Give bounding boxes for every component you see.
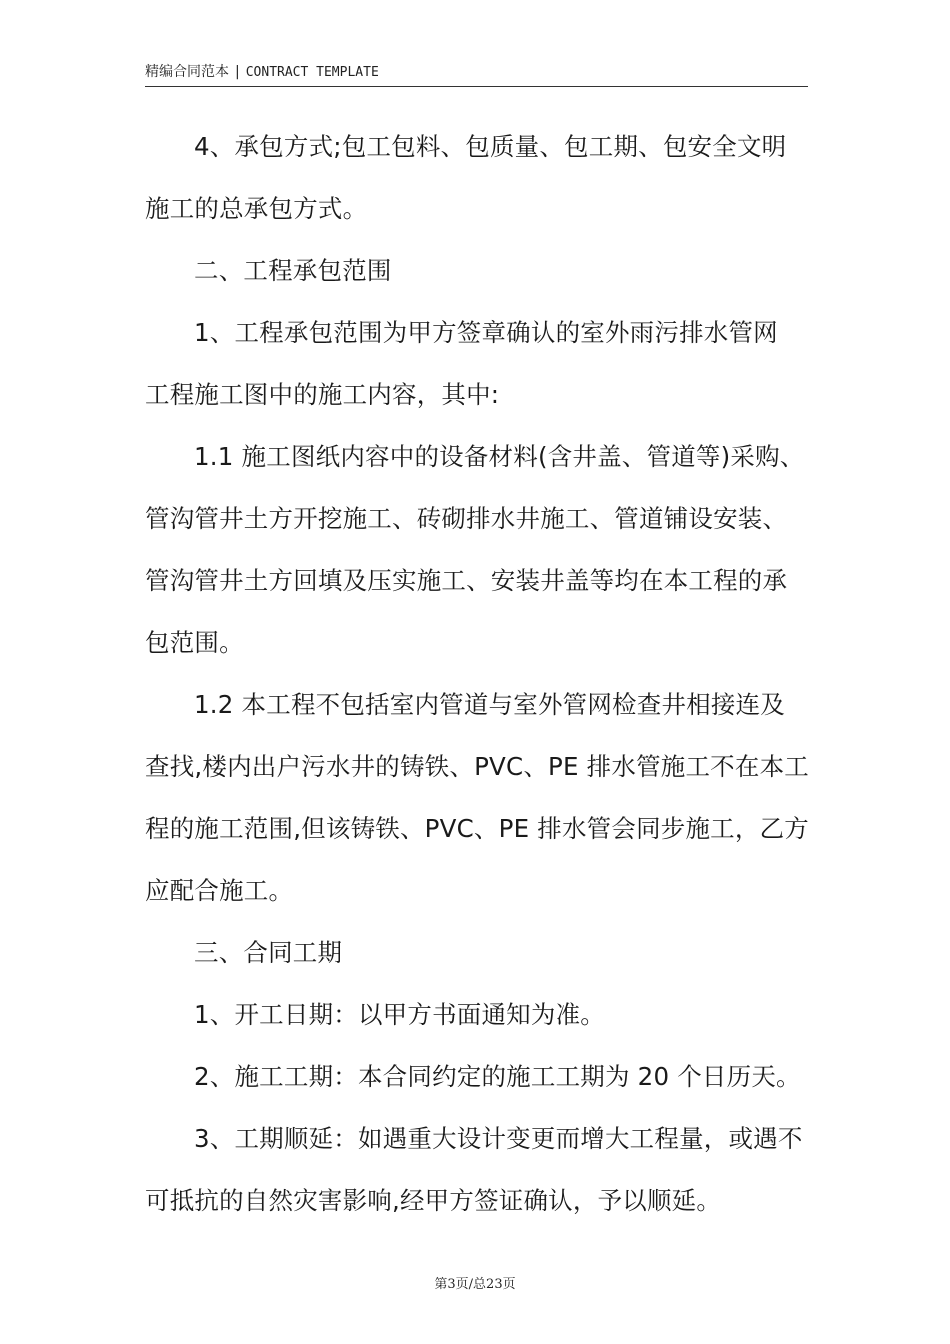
paragraph-line: 4、承包方式;包工包料、包质量、包工期、包安全文明 bbox=[194, 132, 787, 161]
header-title-en: CONTRACT TEMPLATE bbox=[245, 65, 379, 80]
header-title-cn: 精编合同范本 bbox=[145, 64, 229, 80]
page-header bbox=[145, 62, 808, 87]
paragraph-line: 3、工期顺延：如遇重大设计变更而增大工程量，或遇不 bbox=[194, 1124, 803, 1153]
paragraph-line: 1.2 本工程不包括室内管道与室外管网检查井相接连及 bbox=[194, 690, 785, 719]
paragraph-line: 查找,楼内出户污水井的铸铁、PVC、PE 排水管施工不在本工 bbox=[145, 752, 809, 781]
paragraph-line: 可抵抗的自然灾害影响,经甲方签证确认，予以顺延。 bbox=[145, 1186, 722, 1215]
paragraph-line: 管沟管井土方回填及压实施工、安装井盖等均在本工程的承 bbox=[145, 566, 788, 595]
paragraph-line: 1.1 施工图纸内容中的设备材料(含井盖、管道等)采购、 bbox=[194, 442, 805, 471]
paragraph-line: 1、开工日期：以甲方书面通知为准。 bbox=[194, 1000, 605, 1029]
paragraph-line: 2、施工工期：本合同约定的施工工期为 20 个日历天。 bbox=[194, 1062, 801, 1091]
paragraph-line: 工程施工图中的施工内容，其中: bbox=[145, 380, 500, 409]
paragraph-line: 管沟管井土方开挖施工、砖砌排水井施工、管道铺设安装、 bbox=[145, 504, 788, 533]
paragraph-line: 1、工程承包范围为甲方签章确认的室外雨污排水管网 bbox=[194, 318, 778, 347]
paragraph-line: 程的施工范围,但该铸铁、PVC、PE 排水管会同步施工，乙方 bbox=[145, 814, 809, 843]
paragraph-line: 施工的总承包方式。 bbox=[145, 194, 368, 223]
paragraph-line: 应配合施工。 bbox=[145, 876, 294, 905]
section-heading: 三、合同工期 bbox=[194, 938, 343, 967]
header-separator: | bbox=[235, 64, 240, 80]
paragraph-line: 包范围。 bbox=[145, 628, 244, 657]
section-heading: 二、工程承包范围 bbox=[194, 256, 392, 285]
page-number: 第3页/总23页 bbox=[434, 1277, 516, 1292]
